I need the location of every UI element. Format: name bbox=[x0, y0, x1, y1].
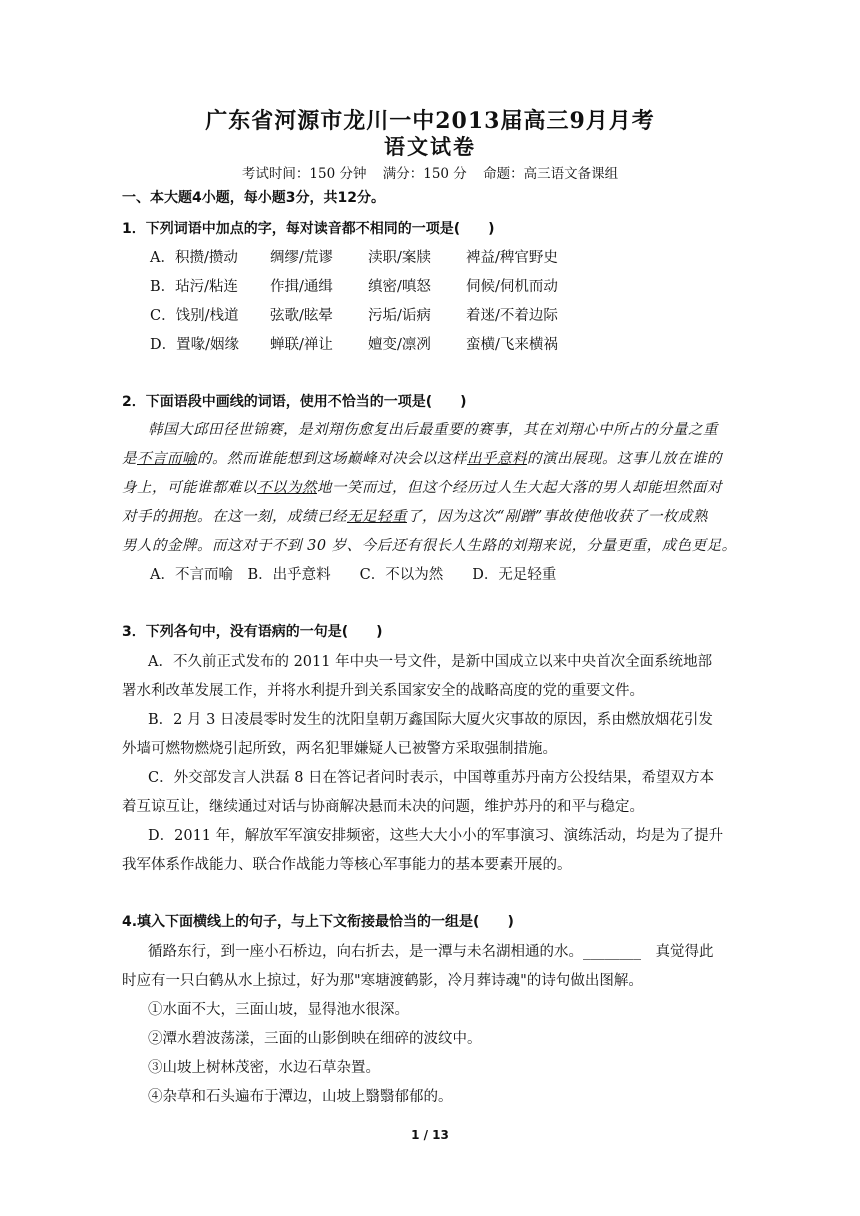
q3-line: 署水利改革发展工作，并将水利提升到关系国家安全的战略高度的党的重要文件。 bbox=[122, 683, 644, 699]
option-cell: 作揖/通缉 bbox=[270, 279, 333, 295]
exam-subtitle: 语文试卷 bbox=[384, 134, 476, 159]
q1-option-a bbox=[150, 246, 606, 267]
option-cell: 伺候/伺机而动 bbox=[466, 279, 558, 295]
underlined-term: 不言而喻 bbox=[137, 451, 197, 467]
option-cell: 嬗变/凛冽 bbox=[368, 337, 431, 353]
q1-stem: 1．下列词语中加点的字，每对读音都不相同的一项是( ) bbox=[122, 221, 495, 237]
q3-line: 我军体系作战能力、联合作战能力等核心军事能力的基本要素开展的。 bbox=[122, 857, 572, 873]
q4-item: ①水面不大，三面山坡，显得池水很深。 bbox=[148, 1002, 409, 1018]
option-cell: 蛮横/飞来横祸 bbox=[466, 337, 558, 353]
q1-option-b bbox=[150, 275, 606, 296]
underlined-term: 无足轻重 bbox=[347, 509, 407, 525]
q2-passage-line bbox=[122, 505, 742, 526]
q3-line: A．不久前正式发布的 2011 年中央一号文件，是新中国成立以来中央首次全面系统地部 bbox=[148, 654, 713, 670]
option-cell: 裨益/稗官野史 bbox=[466, 250, 558, 266]
q4-item: ②潭水碧波荡漾，三面的山影倒映在细碎的波纹中。 bbox=[148, 1031, 482, 1047]
q4-passage-line: 时应有一只白鹤从水上掠过，好为那"寒塘渡鹤影，冷月葬诗魂"的诗句做出图解。 bbox=[122, 973, 643, 989]
q4-item: ④杂草和石头遍布于潭边，山坡上翳翳郁郁的。 bbox=[148, 1089, 453, 1105]
q2-passage-line bbox=[122, 476, 742, 497]
q3-line: D．2011 年，解放军军演安排频密，这些大大小小的军事演习、演练活动，均是为了提升 bbox=[148, 828, 724, 844]
q4-passage-line: 循路东行，到一座小石桥边，向右折去，是一潭与未名湖相通的水。________ 真觉得此 bbox=[148, 944, 714, 960]
option-cell: B．玷污/粘连 bbox=[150, 279, 239, 295]
section-heading: 一、本大题4小题，每小题3分，共12分。 bbox=[122, 190, 385, 206]
q2-passage-line bbox=[122, 447, 742, 468]
q3-stem: 3．下列各句中，没有语病的一句是( ) bbox=[122, 624, 383, 640]
q1-option-d bbox=[150, 333, 606, 354]
text-run: 是 bbox=[122, 451, 137, 467]
exam-meta bbox=[0, 162, 860, 182]
underlined-term: 不以为然 bbox=[257, 480, 317, 496]
text-run: 对手的拥抱。在这一刻，成绩已经 bbox=[122, 509, 347, 525]
exam-time: 考试时间：150 分钟 bbox=[241, 166, 367, 182]
option-cell: D．置喙/姻缘 bbox=[150, 337, 240, 353]
text-run: 地一笑而过，但这个经历过人生大起大落的男人却能坦然面对 bbox=[317, 480, 722, 496]
exam-author: 命题：高三语文备课组 bbox=[483, 166, 619, 182]
text-run: 的演出展现。这事儿放在谁的 bbox=[527, 451, 722, 467]
q2-passage-line: 韩国大邱田径世锦赛，是刘翔伤愈复出后最重要的赛事，其在刘翔心中所占的分量之重 bbox=[148, 422, 718, 438]
exam-title: 广东省河源市龙川一中2013届高三9月月考 bbox=[205, 108, 655, 134]
option-cell: 弦歌/眩晕 bbox=[270, 308, 333, 324]
q2-stem: 2．下面语段中画线的词语，使用不恰当的一项是( ) bbox=[122, 394, 467, 410]
option-cell: 缜密/嗔怒 bbox=[368, 279, 431, 295]
text-run: 的。然而谁能想到这场巅峰对决会以这样 bbox=[197, 451, 467, 467]
q3-line: 外墙可燃物燃烧引起所致，两名犯罪嫌疑人已被警方采取强制措施。 bbox=[122, 741, 557, 757]
full-score: 满分：150 分 bbox=[382, 166, 467, 182]
text-run: 了，因为这次“剐蹭”事故使他收获了一枚成熟 bbox=[407, 509, 708, 525]
q3-line: C．外交部发言人洪磊 8 日在答记者问时表示，中国尊重苏丹南方公投结果，希望双方本 bbox=[148, 770, 715, 786]
page-number: 1 / 13 bbox=[411, 1128, 449, 1142]
option-cell: 渎职/案牍 bbox=[368, 250, 431, 266]
option-cell: 蝉联/禅让 bbox=[270, 337, 333, 353]
q4-item: ③山坡上树林茂密，水边石草杂置。 bbox=[148, 1060, 380, 1076]
option-cell: 污垢/诟病 bbox=[368, 308, 431, 324]
q2-passage-line: 男人的金牌。而这对于不到 30 岁、今后还有很长人生路的刘翔来说，分量更重，成色更足。 bbox=[122, 538, 737, 554]
option-cell: C．饯别/栈道 bbox=[150, 308, 239, 324]
option-cell: 绸缪/荒谬 bbox=[270, 250, 333, 266]
q1-option-c bbox=[150, 304, 606, 325]
q3-line: 着互谅互让，继续通过对话与协商解决悬而未决的问题，维护苏丹的和平与稳定。 bbox=[122, 799, 644, 815]
text-run: 身上，可能谁都难以 bbox=[122, 480, 257, 496]
option-cell: 着迷/不着边际 bbox=[466, 308, 558, 324]
underlined-term: 出乎意料 bbox=[467, 451, 527, 467]
q2-choices: A．不言而喻 B．出乎意料 C．不以为然 D．无足轻重 bbox=[150, 567, 557, 583]
q3-line: B．2 月 3 日凌晨零时发生的沈阳皇朝万鑫国际大厦火灾事故的原因，系由燃放烟花引发 bbox=[148, 712, 713, 728]
q4-stem: 4.填入下面横线上的句子，与上下文衔接最恰当的一组是( ) bbox=[122, 914, 514, 930]
option-cell: A．积攒/攒动 bbox=[150, 250, 238, 266]
